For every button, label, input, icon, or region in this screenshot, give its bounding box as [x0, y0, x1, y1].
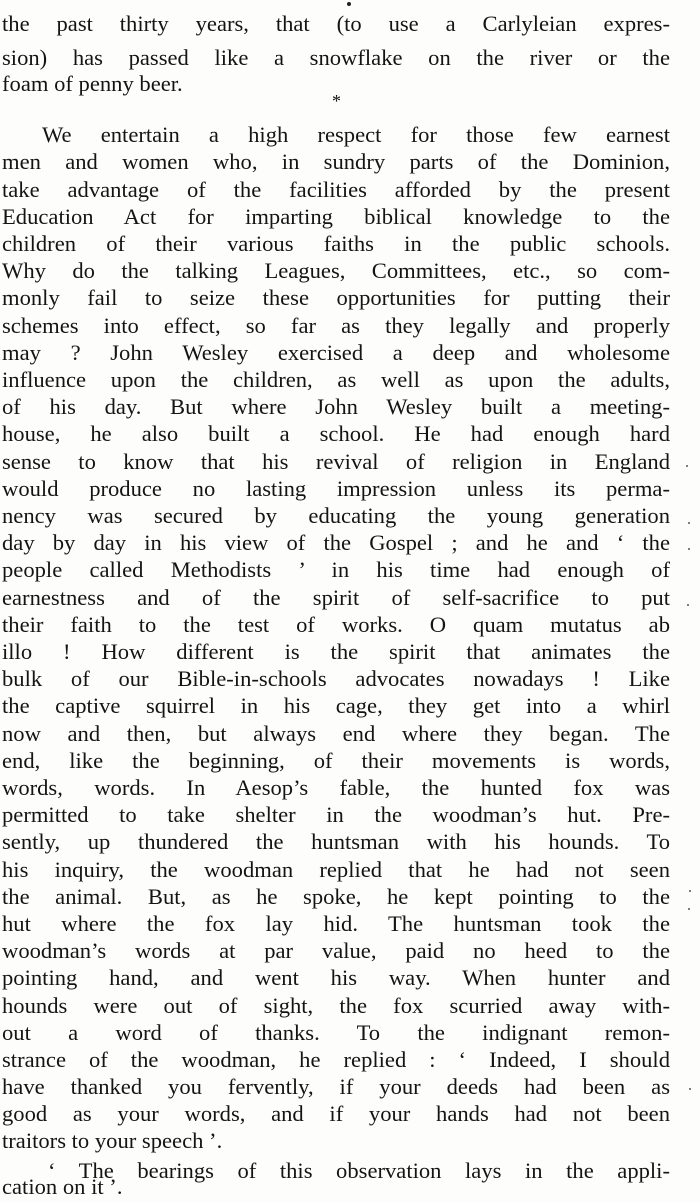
text-line: sently, up thundered the huntsman with his hounds. To	[2, 829, 670, 854]
text-line: Education Act for imparting biblical knowledge to the	[2, 204, 670, 229]
text-line: foam of penny beer.	[2, 71, 183, 96]
text-line: end, like the beginning, of their movements is words,	[2, 748, 670, 773]
text-line: schemes into effect, so far as they legally and properly	[2, 313, 670, 338]
text-line: Why do the talking Leagues, Committees, etc., so com-	[2, 258, 670, 283]
text-line: the captive squirrel in his cage, they get into a whirl	[2, 693, 670, 718]
scan-speck	[686, 465, 688, 467]
text-line: bulk of our Bible-in-schools advocates nowadays ! Like	[2, 666, 670, 691]
text-line: influence upon the children, as well as upon the adults,	[2, 367, 670, 392]
text-line: woodman’s words at par value, paid no heed to the	[2, 938, 670, 963]
text-line: permitted to take shelter in the woodman’s hut. Pre-	[2, 802, 670, 827]
scan-speck	[688, 522, 690, 524]
text-line: of his day. But where John Wesley built a meeting-	[2, 394, 670, 419]
text-line: people called Methodists ’ in his time had enough of	[2, 557, 670, 582]
text-line: pointing hand, and went his way. When hunter and	[2, 965, 670, 990]
text-line: the past thirty years, that (to use a Carlyleian expres-	[2, 11, 670, 36]
text-line: their faith to the test of works. O quam mutatus ab	[2, 612, 670, 637]
scan-speck	[688, 908, 690, 910]
text-line: day by day in his view of the Gospel ; and he and ‘ the	[2, 530, 670, 555]
text-line: may ? John Wesley exercised a deep and wholesome	[2, 340, 670, 365]
text-line: his inquiry, the woodman replied that he had not seen	[2, 857, 670, 882]
scan-speck	[687, 604, 689, 606]
text-line: house, he also built a school. He had enough hard	[2, 421, 670, 446]
text-line: sion) has passed like a snowflake on the river or the	[2, 45, 670, 70]
text-line: men and women who, in sundry parts of the Dominion,	[2, 149, 670, 174]
text-line: hut where the fox lay hid. The huntsman took the	[2, 911, 670, 936]
text-line: strance of the woodman, he replied : ‘ Indeed, I should	[2, 1047, 670, 1072]
text-line: nency was secured by educating the young generation	[2, 503, 670, 528]
text-line: ‘ The bearings of this observation lays in the appli-	[48, 1158, 670, 1183]
text-line: good as your words, and if your hands had not been	[2, 1101, 670, 1126]
text-line: monly fail to seize these opportunities for putting their	[2, 285, 670, 310]
scan-speck	[688, 548, 690, 550]
text-line: We entertain a high respect for those few earnest	[42, 122, 670, 147]
scan-speck	[689, 1088, 691, 1090]
text-line: words, words. In Aesop’s fable, the hunted fox was	[2, 775, 670, 800]
text-line: illo ! How different is the spirit that animates the	[2, 639, 670, 664]
ink-dot	[347, 2, 351, 6]
text-line: cation on it ’.	[2, 1174, 123, 1199]
section-separator: *	[332, 91, 341, 111]
text-line: children of their various faiths in the public schools.	[2, 231, 670, 256]
scan-speck	[689, 890, 691, 892]
text-line: traitors to your speech ’.	[2, 1128, 223, 1153]
text-line: have thanked you fervently, if your deeds had been as	[2, 1074, 670, 1099]
text-line: now and then, but always end where they began. The	[2, 721, 670, 746]
text-line: earnestness and of the spirit of self-sacrifice to put	[2, 585, 670, 610]
text-line: the animal. But, as he spoke, he kept pointing to the	[2, 884, 670, 909]
text-line: hounds were out of sight, the fox scurried away with-	[2, 993, 670, 1018]
text-line: out a word of thanks. To the indignant remon-	[2, 1020, 670, 1045]
text-line: take advantage of the facilities afforded by the present	[2, 177, 670, 202]
text-line: sense to know that his revival of religion in England	[2, 449, 670, 474]
text-line: would produce no lasting impression unless its perma-	[2, 476, 670, 501]
